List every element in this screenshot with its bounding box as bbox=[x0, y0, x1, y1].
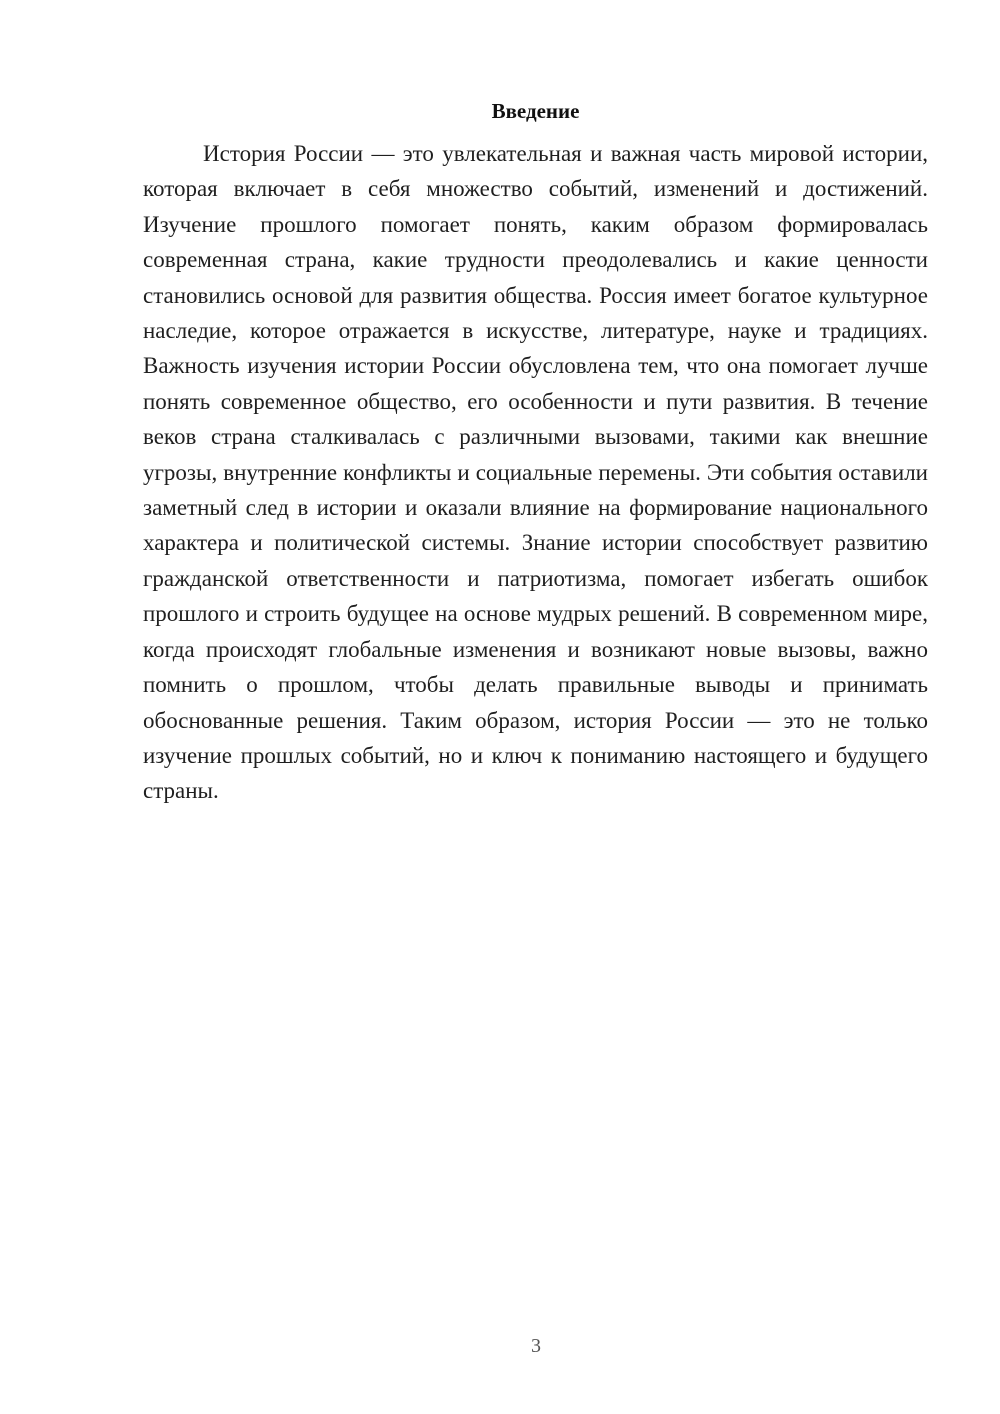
body-paragraph: История России — это увлекательная и важная часть мировой истории, которая включает в себя множество событий, изменений и достижений. Изучение прошлого помогает понять, каким образом формировалась современная страна, какие трудности преодолевались и какие ценности становились основой для развития общества. Россия имеет богатое культурное наследие, которое отражается в искусстве, литературе, науке и традициях. Важность изучения истории России обусловлена тем, что она помогает лучше понять современное общество, его особенности и пути развития. В течение веков страна сталкивалась с различными вызовами, такими как внешние угрозы, внутренние конфликты и социальные перемены. Эти события оставили заметный след в истории и оказали влияние на формирование национального характера и политической системы. Знание истории способствует развитию гражданской ответственности и патриотизма, помогает избегать ошибок прошлого и строить будущее на основе мудрых решений. В современном мире, когда происходят глобальные изменения и возникают новые вызовы, важно помнить о прошлом, чтобы делать правильные выводы и принимать обоснованные решения. Таким образом, история России — это не только изучение прошлых событий, но и ключ к пониманию настоящего и будущего страны. bbox=[143, 141, 928, 804]
section-heading: Введение bbox=[491, 99, 580, 123]
page-number: 3 bbox=[531, 1335, 541, 1357]
page-content bbox=[143, 96, 928, 809]
